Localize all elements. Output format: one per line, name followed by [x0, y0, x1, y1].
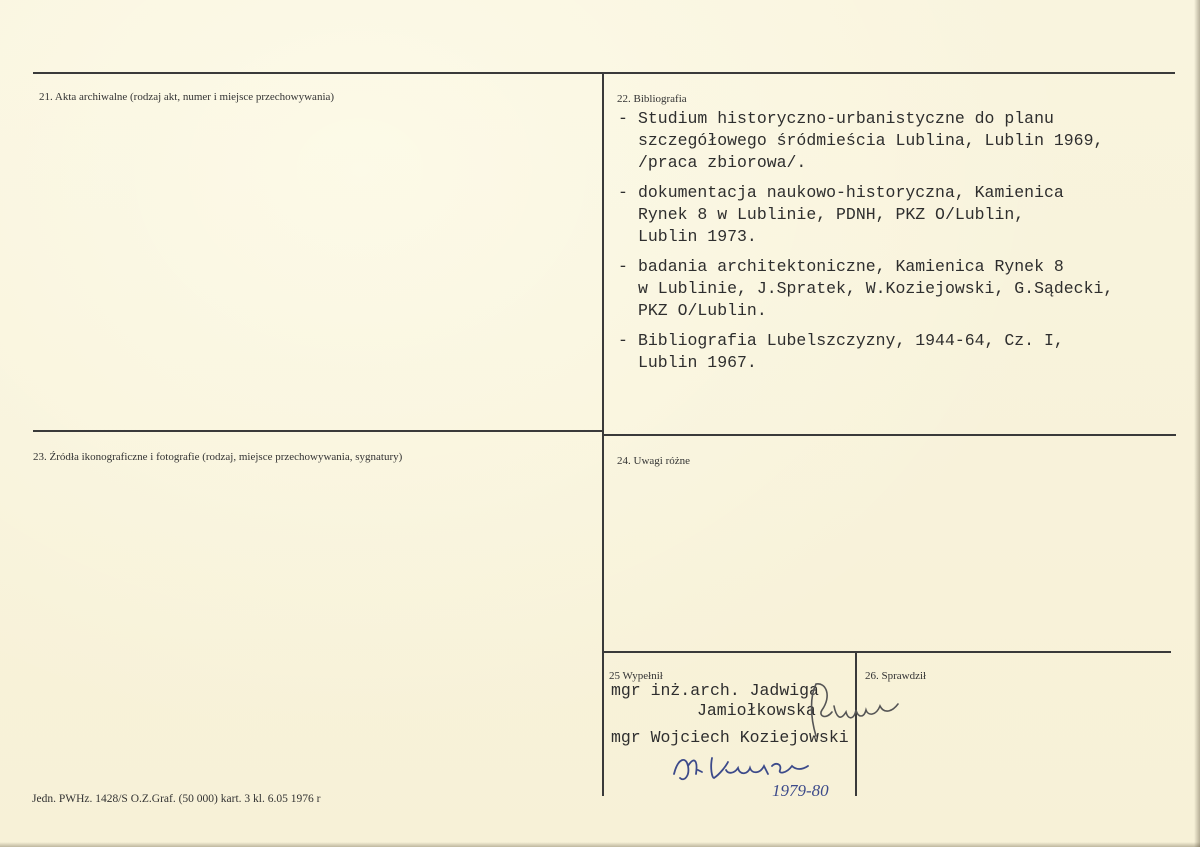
remarks-label: 24. Uwagi różne [617, 455, 691, 467]
filled-by-line-1: mgr inż.arch. Jadwiga [611, 681, 819, 700]
bibliography-entry-text: badania architektoniczne, Kamienica Rynek 8 w Lublinie, J.Spratek, W.Koziejowski, G.Sądecki, PKZ O/Lublin. [638, 257, 1114, 320]
signature-divider [855, 653, 857, 796]
iconographic-sources-label: 23. Źródła ikonograficzne i fotografie (rodzaj, miejsce przechowywania, sygnatury) [33, 451, 403, 463]
bullet-dash: - [618, 331, 628, 350]
bullet-dash: - [618, 109, 628, 128]
bibliography-entry [618, 330, 1158, 374]
middle-rule-left [33, 430, 603, 432]
bibliography-entry [618, 108, 1158, 174]
bibliography-label: 22. Bibliografia [617, 93, 687, 105]
bullet-dash: - [618, 257, 628, 276]
signature-rule [604, 651, 1171, 653]
signature-koziejowski [668, 744, 868, 804]
bibliography-entry-text: dokumentacja naukowo-historyczna, Kamienica Rynek 8 w Lublinie, PDNH, PKZ O/Lublin, Lublin 1973. [638, 183, 1064, 246]
bibliography-list [618, 108, 1158, 382]
checked-by-label: 26. Sprawdził [865, 670, 927, 682]
bibliography-entry-text: Studium historyczno-urbanistyczne do planu szczegółowego śródmieścia Lublina, Lublin 1969, /praca zbiorowa/. [638, 109, 1104, 172]
bibliography-entry-text: Bibliografia Lubelszczyzny, 1944-64, Cz. I, Lublin 1967. [638, 331, 1064, 372]
card-edge-bottom [0, 842, 1200, 847]
filled-by-line-3: mgr Wojciech Koziejowski [611, 728, 849, 747]
middle-rule-right [604, 434, 1176, 436]
filled-by-line-2: Jamiołkowska [697, 701, 816, 720]
print-footer: Jedn. PWHz. 1428/S O.Z.Graf. (50 000) kart. 3 kl. 6.05 1976 r [32, 793, 321, 805]
bibliography-entry [618, 182, 1158, 248]
bullet-dash: - [618, 183, 628, 202]
top-rule [33, 72, 1175, 74]
handwritten-date: 1979-80 [772, 781, 829, 800]
archival-records-label: 21. Akta archiwalne (rodzaj akt, numer i miejsce przechowywania) [39, 91, 335, 103]
filled-by-label: 25 Wypełnił [609, 670, 663, 682]
card-edge-right [1194, 0, 1200, 847]
bibliography-entry [618, 256, 1158, 322]
